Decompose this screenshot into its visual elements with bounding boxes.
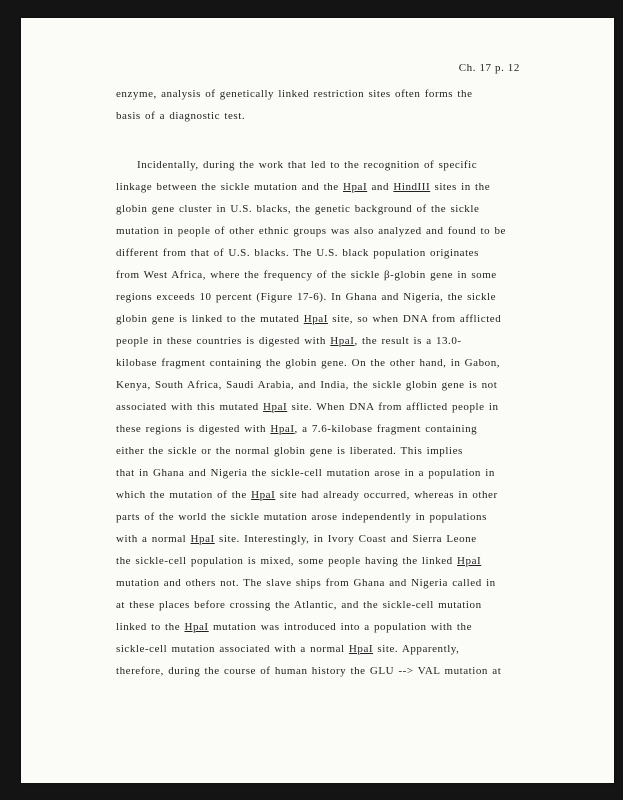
text-segment: Incidentally, during the work that led to the recognition of specific	[137, 159, 478, 171]
text-segment: site. Interestingly, in Ivory Coast and Sierra Leone	[214, 533, 477, 545]
document-page	[21, 18, 614, 783]
text-segment: associated with this mutated	[116, 401, 264, 413]
text-line	[116, 423, 477, 435]
text-segment: basis of a diagnostic test.	[116, 110, 246, 122]
text-segment: either the sickle or the normal globin gene is liberated. This implies	[116, 445, 463, 457]
text-segment: , the result is a 13.0-	[354, 335, 462, 347]
text-line	[116, 291, 496, 303]
text-segment: globin gene cluster in U.S. blacks, the genetic background of the sickle	[116, 203, 480, 215]
underlined-enzyme-name: HpaI	[343, 181, 368, 193]
text-segment: kilobase fragment containing the globin gene. On the other hand, in Gabon,	[116, 357, 501, 369]
text-line	[116, 225, 506, 237]
underlined-enzyme-name: HpaI	[251, 489, 276, 501]
text-line	[116, 313, 501, 325]
underlined-enzyme-name: HpaI	[457, 555, 482, 567]
text-segment: from West Africa, where the frequency of the sickle β-globin gene in some	[116, 269, 497, 281]
text-segment: that in Ghana and Nigeria the sickle-cell mutation arose in a population in	[116, 467, 495, 479]
text-line	[116, 621, 472, 633]
text-line	[116, 335, 462, 347]
underlined-enzyme-name: HpaI	[270, 423, 295, 435]
text-line	[116, 110, 245, 122]
page-header: Ch. 17 p. 12	[458, 62, 520, 74]
text-line	[116, 181, 490, 193]
text-line	[116, 203, 479, 215]
text-line	[116, 511, 487, 523]
text-line	[137, 159, 477, 171]
text-segment: different from that of U.S. blacks. The U.S. black population originates	[116, 247, 479, 259]
text-line	[116, 357, 500, 369]
text-segment: and	[367, 181, 394, 193]
text-segment: linked to the	[116, 621, 185, 633]
text-line	[116, 643, 459, 655]
text-line	[116, 489, 498, 501]
text-line	[116, 665, 501, 677]
text-line	[116, 269, 497, 281]
text-segment: the sickle-cell population is mixed, some people having the linked	[116, 555, 458, 567]
text-segment: site had already occurred, whereas in other	[275, 489, 498, 501]
text-segment: globin gene is linked to the mutated	[116, 313, 304, 325]
text-line	[116, 401, 499, 413]
underlined-enzyme-name: HpaI	[184, 621, 209, 633]
text-segment: at these places before crossing the Atlantic, and the sickle-cell mutation	[116, 599, 482, 611]
text-segment: regions exceeds 10 percent (Figure 17-6). In Ghana and Nigeria, the sickle	[116, 291, 497, 303]
text-segment: , a 7.6-kilobase fragment containing	[294, 423, 478, 435]
text-segment: mutation in people of other ethnic groups was also analyzed and found to be	[116, 225, 506, 237]
text-segment: mutation was introduced into a population with the	[208, 621, 472, 633]
text-segment: parts of the world the sickle mutation arose independently in populations	[116, 511, 487, 523]
text-segment: with a normal	[116, 533, 191, 545]
underlined-enzyme-name: HpaI	[190, 533, 215, 545]
text-segment: therefore, during the course of human history the GLU --> VAL mutation at	[116, 665, 502, 677]
underlined-enzyme-name: HpaI	[348, 643, 374, 655]
underlined-enzyme-name: HpaI	[263, 401, 288, 413]
text-segment: people in these countries is digested with	[116, 335, 331, 347]
text-segment: sickle-cell mutation associated with a normal	[116, 643, 349, 655]
text-line	[116, 599, 482, 611]
text-line	[116, 379, 497, 391]
text-segment: site. When DNA from afflicted people in	[287, 401, 499, 413]
text-segment: Kenya, South Africa, Saudi Arabia, and India, the sickle globin gene is not	[116, 379, 498, 391]
text-segment: linkage between the sickle mutation and the	[116, 181, 343, 193]
text-line	[116, 577, 496, 589]
text-segment: sites in the	[430, 181, 491, 193]
text-segment: site, so when DNA from afflicted	[327, 313, 502, 325]
text-segment: site. Apparently,	[373, 643, 460, 655]
underlined-enzyme-name: HpaI	[330, 335, 355, 347]
text-line	[116, 467, 495, 479]
text-line	[116, 555, 481, 567]
text-segment: these regions is digested with	[116, 423, 271, 435]
text-line	[116, 247, 479, 259]
text-line	[116, 533, 477, 545]
text-line	[116, 88, 473, 100]
text-segment: enzyme, analysis of genetically linked restriction sites often forms the	[116, 88, 473, 100]
text-segment: which the mutation of the	[116, 489, 252, 501]
underlined-enzyme-name: HpaI	[303, 313, 328, 325]
text-segment: mutation and others not. The slave ships from Ghana and Nigeria called in	[116, 577, 496, 589]
text-line	[116, 445, 463, 457]
underlined-enzyme-name: HindIII	[393, 181, 431, 193]
